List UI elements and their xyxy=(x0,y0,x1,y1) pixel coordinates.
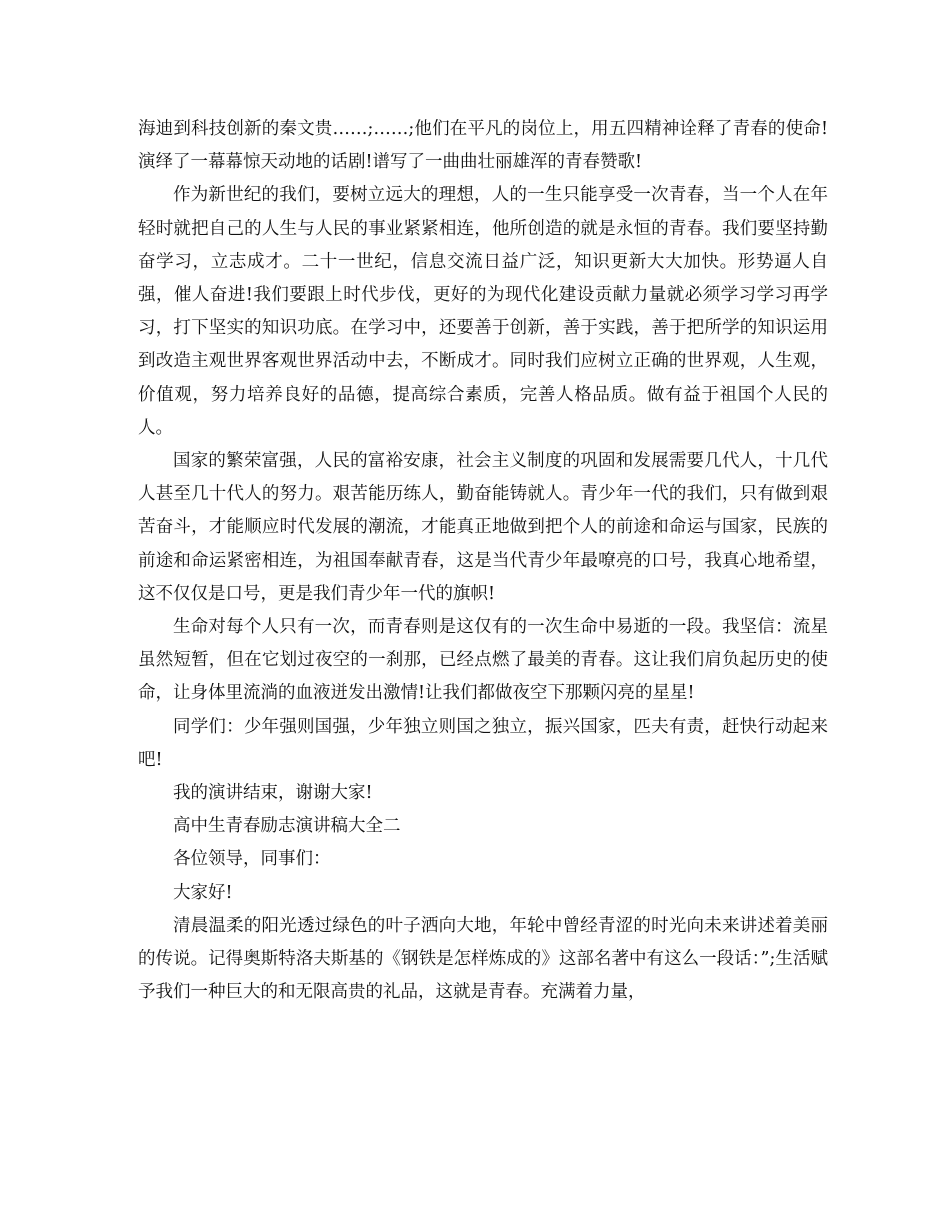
salutation: 各位领导，同事们： xyxy=(173,849,331,870)
paragraph-closing: 我的演讲结束，谢谢大家! xyxy=(173,783,373,804)
paragraph-call-to-action: 同学们：少年强则国强，少年独立则国之独立，振兴国家，匹夫有责，赶快行动起来吧! xyxy=(138,716,828,770)
greeting: 大家好! xyxy=(173,882,233,903)
section-title: 高中生青春励志演讲稿大全二 xyxy=(173,816,401,837)
paragraph-life: 生命对每个人只有一次，而青春则是这仅有的一次生命中易逝的一段。我坚信：流星虽然短暂，但在它划过夜空的一刹那，已经点燃了最美的青春。这让我们肩负起历史的使命，让身体里流淌的血液迸发出激情!让我们都做夜空下那颗闪亮的星星! xyxy=(138,617,828,704)
paragraph-nation: 国家的繁荣富强，人民的富裕安康，社会主义制度的巩固和发展需要几代人，十几代人甚至几十代人的努力。艰苦能历练人，勤奋能铸就人。青少年一代的我们，只有做到艰苦奋斗，才能顺应时代发展的潮流，才能真正地做到把个人的前途和命运与国家，民族的前途和命运紧密相连，为祖国奉献青春，这是当代青少年最嘹亮的口号，我真心地希望，这不仅仅是口号，更是我们青少年一代的旗帜! xyxy=(138,451,828,604)
paragraph-continuation: 海迪到科技创新的秦文贵……;……;他们在平凡的岗位上，用五四精神诠释了青春的使命!演绎了一幕幕惊天动地的话剧!谱写了一曲曲壮丽雄浑的青春赞歌! xyxy=(138,119,828,173)
paragraph-ideals: 作为新世纪的我们，要树立远大的理想，人的一生只能享受一次青春，当一个人在年轻时就把自己的人生与人民的事业紧紧相连，他所创造的就是永恒的青春。我们要坚持勤奋学习，立志成才。二十一世纪，信息交流日益广泛，知识更新大大加快。形势逼人自强，催人奋进!我们要跟上时代步伐，更好的为现代化建设贡献力量就必须学习学习再学习，打下坚实的知识功底。在学习中，还要善于创新，善于实践，善于把所学的知识运用到改造主观世界客观世界活动中去，不断成才。同时我们应树立正确的世界观，人生观，价值观，努力培养良好的品德，提高综合素质，完善人格品质。做有益于祖国个人民的人。 xyxy=(138,185,828,438)
paragraph-morning: 清晨温柔的阳光透过绿色的叶子洒向大地，年轮中曾经青涩的时光向未来讲述着美丽的传说。记得奥斯特洛夫斯基的《钢铁是怎样炼成的》这部名著中有这么一段话：”;生活赋予我们一种巨大的和无限高贵的礼品，这就是青春。充满着力量， xyxy=(138,915,828,1003)
document-body xyxy=(138,113,828,1009)
